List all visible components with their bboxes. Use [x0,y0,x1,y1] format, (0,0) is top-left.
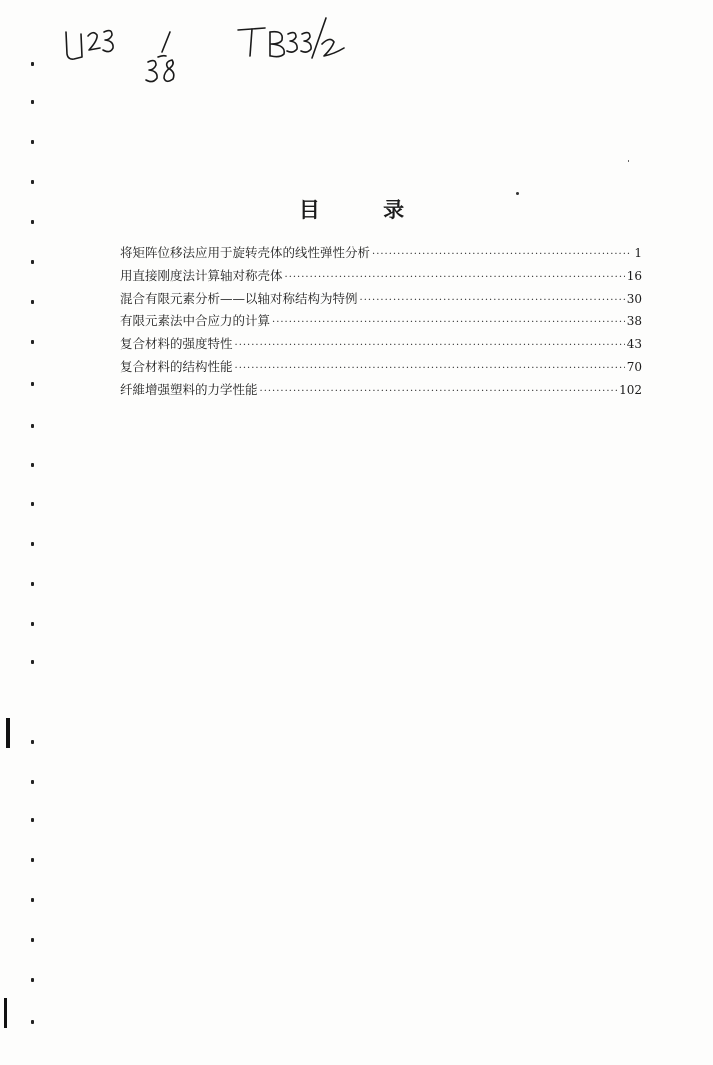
binding-dot [31,818,34,822]
binding-dot [31,140,34,144]
toc-entry[interactable] [120,265,642,288]
table-of-contents [120,242,642,402]
toc-entry-title: 有限元素法中合应力的计算 [120,313,271,329]
binding-dot [31,180,34,184]
toc-entry-title: 复合材料的强度特性 [120,336,233,352]
scan-speck [628,160,629,162]
binding-dot [31,622,34,626]
toc-entry-page: 16 [626,268,642,283]
dot-leader [235,358,625,381]
binding-dot [31,1020,34,1024]
binding-dot [31,62,34,66]
binding-dot [31,582,34,586]
binding-dot [31,424,34,428]
binding-dot [31,858,34,862]
toc-entry[interactable] [120,379,642,402]
toc-entry-page: 38 [626,314,642,329]
dot-leader [235,335,625,358]
toc-entry-page: 30 [626,291,642,306]
toc-entry-title: 将矩阵位移法应用于旋转壳体的线性弹性分析 [120,245,371,260]
toc-entry[interactable] [120,242,642,265]
binding-dot [31,502,34,506]
toc-entry-page: 43 [626,337,642,352]
binding-dot [31,898,34,902]
binding-dot [31,463,34,467]
toc-entry-title: 用直接刚度法计算轴对称壳体 [120,267,283,283]
dot-leader [260,381,618,404]
binding-dot [31,382,34,386]
dot-leader [285,267,625,290]
binding-dot [31,340,34,344]
binding-dot [31,938,34,942]
toc-entry[interactable] [120,333,642,356]
binding-dot [31,780,34,784]
toc-entry[interactable] [120,288,642,311]
binding-dot [31,542,34,546]
page-title: 目 录 [298,198,433,222]
toc-entry-title: 纤維增强塑料的力学性能 [120,381,258,397]
toc-entry-title: 复合材料的结构性能 [120,358,233,374]
dot-leader [272,312,625,335]
toc-entry-page: 1 [634,246,642,260]
binding-mark [6,718,10,748]
toc-entry-page: 70 [626,359,642,374]
toc-entry-page: 102 [619,382,642,397]
toc-entry[interactable] [120,356,642,379]
dot-leader [360,290,625,313]
toc-entry[interactable] [120,310,642,333]
binding-dot [31,978,34,982]
binding-dot [31,260,34,264]
binding-dot [31,740,34,744]
binding-dot [31,660,34,664]
handwritten-call-numbers [60,10,380,90]
binding-mark [4,998,7,1028]
binding-dot [31,100,34,104]
binding-dot [31,300,34,304]
toc-entry-title: 混合有限元素分析——以轴对称结构为特例 [120,290,358,306]
dot-leader [372,244,632,267]
